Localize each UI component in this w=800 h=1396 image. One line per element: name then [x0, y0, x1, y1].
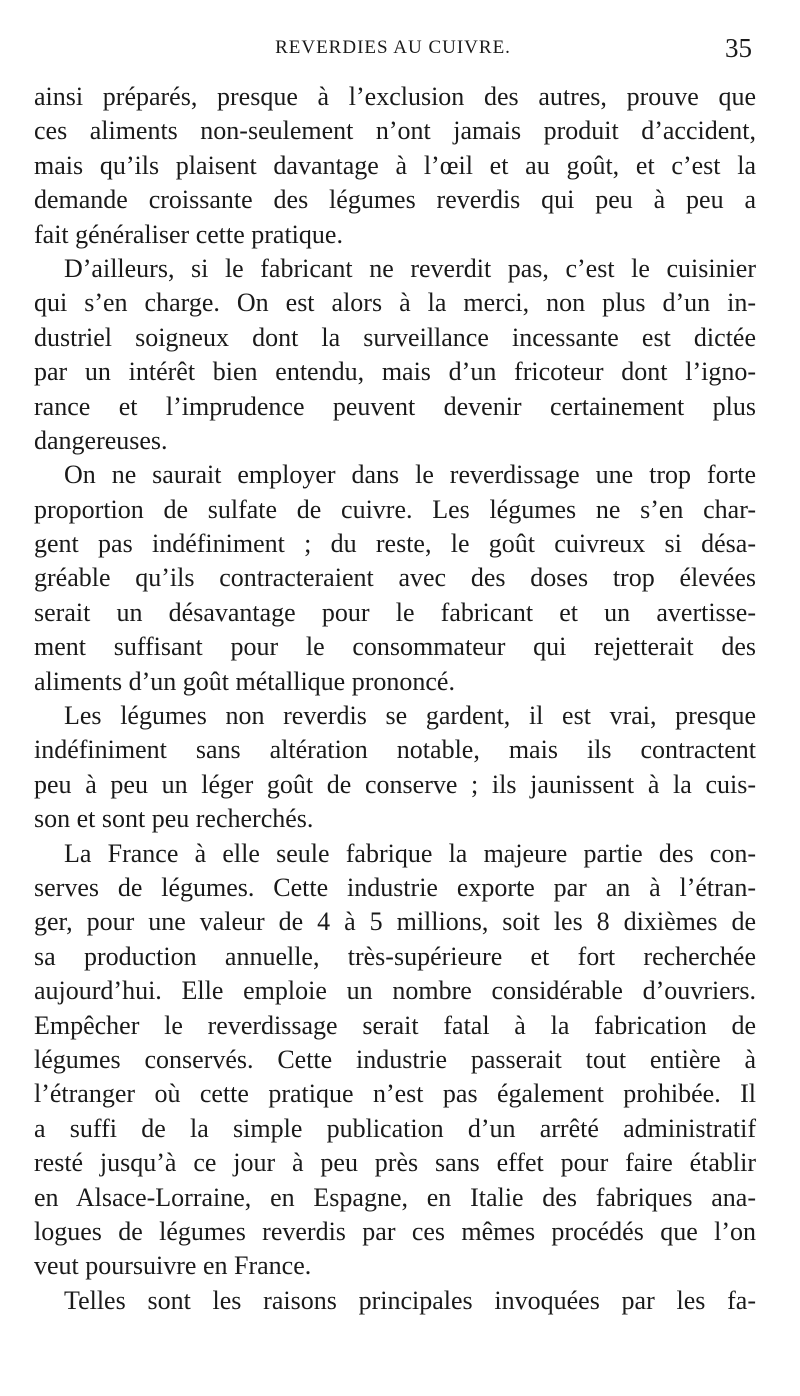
text-line: gent pas indéfiniment ; du reste, le goût cuivreux si désa- [34, 529, 756, 559]
text-line: sa production annuelle, très-supérieure et fort recherchée [34, 941, 756, 971]
running-title: REVERDIES AU CUIVRE. [275, 37, 511, 58]
text-line: par un intérêt bien entendu, mais d’un fricoteur dont l’igno- [34, 357, 756, 387]
text-line: a suffi de la simple publication d’un arrêté administratif [34, 1113, 756, 1143]
text-line: peu à peu un léger goût de conserve ; ils jaunissent à la cuis- [34, 769, 756, 799]
text-line: en Alsace-Lorraine, en Espagne, en Italie des fabriques ana- [34, 1182, 756, 1212]
text-line: ment suffisant pour le consommateur qui rejetterait des [34, 632, 756, 662]
text-line: D’ailleurs, si le fabricant ne reverdit pas, c’est le cuisinier [64, 253, 756, 283]
text-line: demande croissante des légumes reverdis qui peu à peu a [34, 185, 756, 215]
text-line: aujourd’hui. Elle emploie un nombre considérable d’ouvriers. [34, 976, 756, 1006]
text-line: On ne saurait employer dans le reverdissage une trop forte [64, 460, 756, 490]
text-line: ger, pour une valeur de 4 à 5 millions, soit les 8 dixièmes de [34, 907, 756, 937]
text-line: Les légumes non reverdis se gardent, il est vrai, presque [64, 701, 756, 731]
text-line: indéfiniment sans altération notable, mais ils contractent [34, 735, 756, 765]
text-line: rance et l’imprudence peuvent devenir certainement plus [34, 391, 756, 421]
text-line: ces aliments non-seulement n’ont jamais produit d’accident, [34, 116, 756, 146]
text-line: ainsi préparés, presque à l’exclusion des autres, prouve que [34, 82, 756, 111]
text-line: logues de légumes reverdis par ces mêmes procédés que l’on [34, 1216, 756, 1246]
page-number: 35 [725, 33, 752, 63]
text-line: légumes conservés. Cette industrie passerait tout entière à [34, 1044, 756, 1074]
text-line: dustriel soigneux dont la surveillance incessante est dictée [34, 322, 756, 352]
text-line: son et sont peu recherchés. [34, 804, 314, 834]
text-line: l’étranger où cette pratique n’est pas également prohibée. Il [34, 1079, 756, 1109]
text-line: proportion de sulfate de cuivre. Les légumes ne s’en char- [34, 494, 756, 524]
text-line: dangereuses. [34, 425, 168, 455]
text-line: Empêcher le reverdissage serait fatal à la fabrication de [34, 1010, 756, 1040]
text-line: aliments d’un goût métallique prononcé. [34, 666, 455, 696]
text-line: serait un désavantage pour le fabricant et un avertisse- [34, 597, 756, 627]
text-line: Telles sont les raisons principales invoquées par les fa- [64, 1285, 756, 1315]
text-line: mais qu’ils plaisent davantage à l’œil et au goût, et c’est la [34, 150, 756, 180]
text-line: fait généraliser cette pratique. [34, 219, 343, 249]
text-line: qui s’en charge. On est alors à la merci, non plus d’un in- [34, 288, 756, 318]
text-line: resté jusqu’à ce jour à peu près sans effet pour faire établir [34, 1148, 756, 1178]
text-line: gréable qu’ils contracteraient avec des doses trop élevées [34, 563, 756, 593]
text-line: La France à elle seule fabrique la majeure partie des con- [64, 838, 756, 868]
text-line: veut poursuivre en France. [34, 1251, 312, 1281]
page-header [34, 33, 752, 65]
text-line: serves de légumes. Cette industrie exporte par an à l’étran- [34, 872, 756, 902]
body-text [34, 80, 756, 1318]
